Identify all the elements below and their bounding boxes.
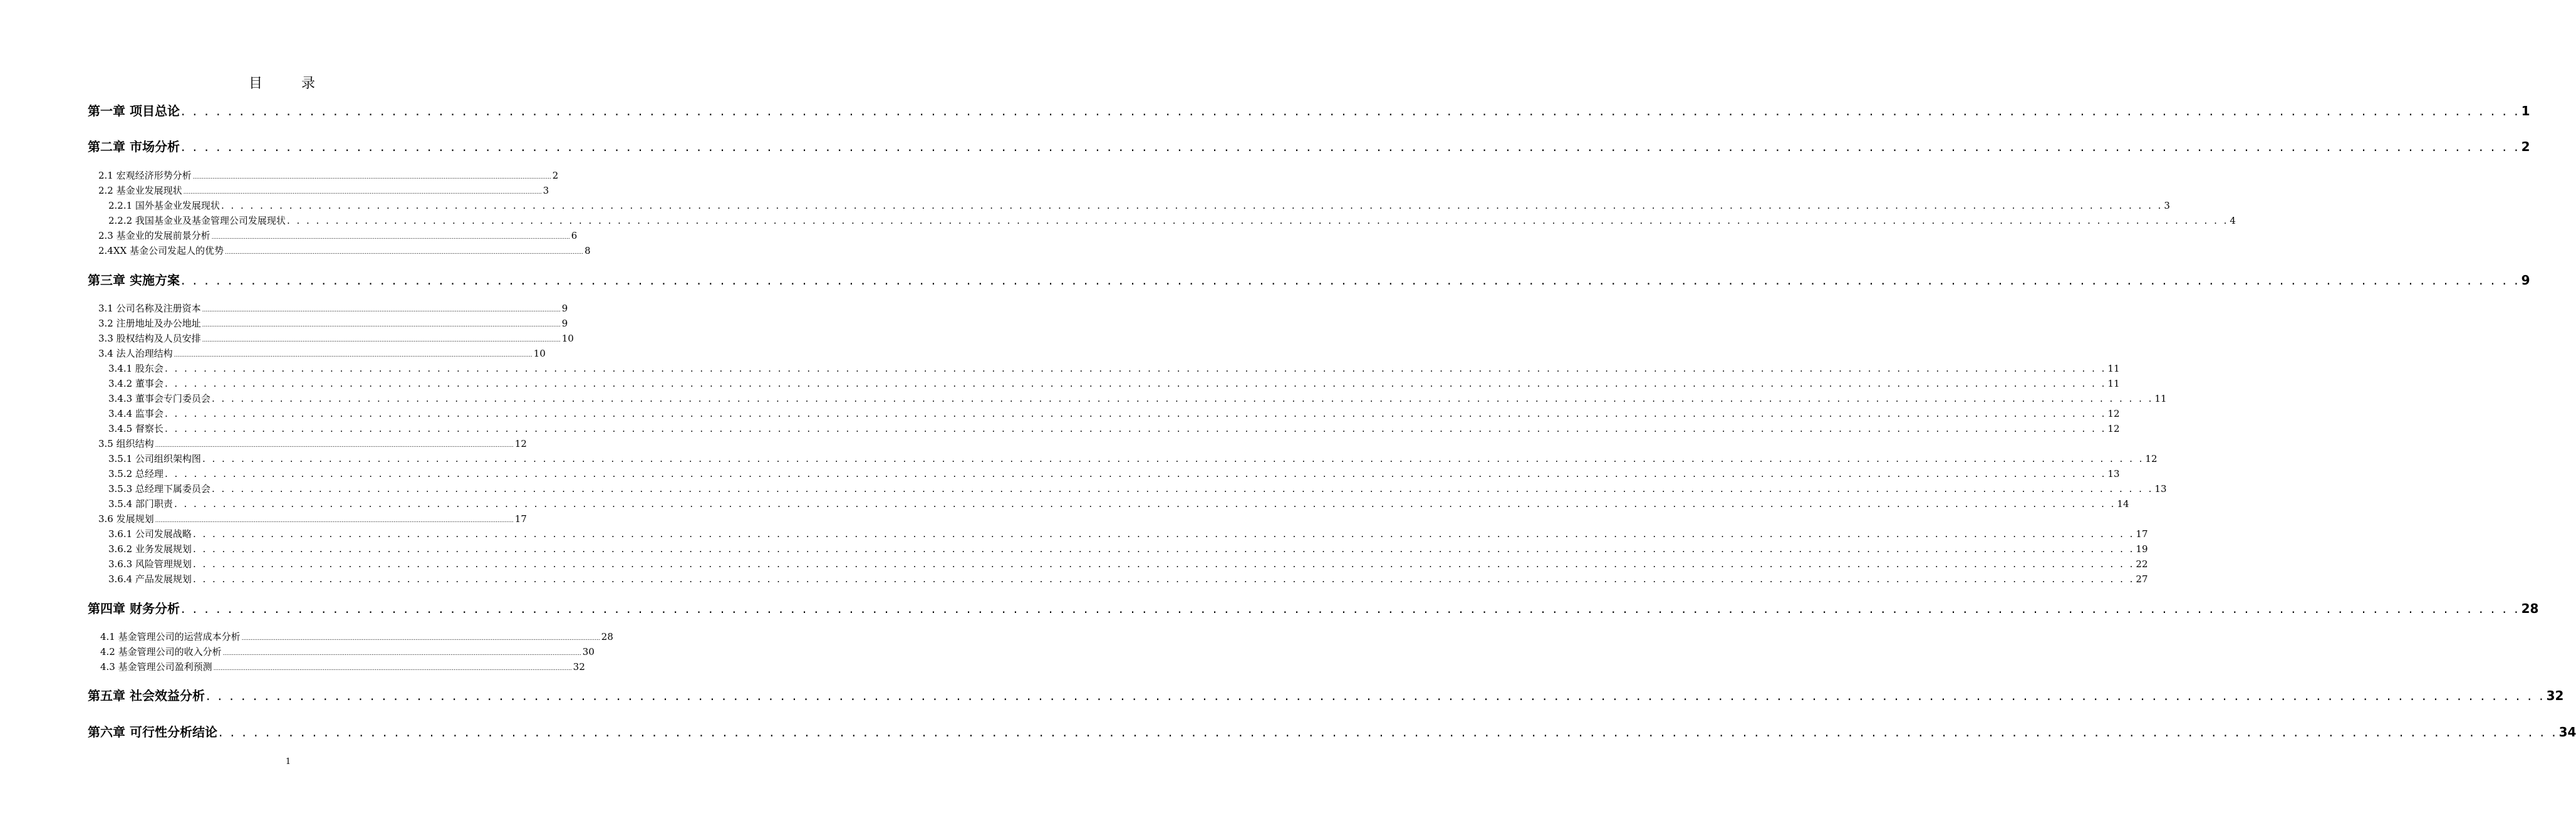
- toc-entry[interactable]: [88, 270, 2530, 289]
- toc-entry-page: 10: [533, 348, 546, 359]
- toc-entry[interactable]: [108, 497, 2129, 511]
- toc-entry[interactable]: [108, 377, 2120, 390]
- toc-entry[interactable]: [98, 332, 574, 345]
- toc-entry-label: 4.3 基金管理公司盈利预测: [100, 661, 212, 672]
- toc-entry-label: 第三章 实施方案: [88, 273, 180, 288]
- toc-entry-page: 30: [582, 646, 595, 657]
- toc-entry-label: 3.2 注册地址及办公地址: [98, 318, 201, 329]
- toc-entry[interactable]: [108, 214, 2236, 228]
- toc-entry-page: 17: [2136, 528, 2148, 540]
- toc-leader-dots: . . . . . . . . . . . . . . . . . . . . . . . . . . . . . . . . . . . . . . . . . . . . . . . . . . . . . . . . . . . . . . . . . . . . . . . . . . . . . . . . . . . . . . . . . . . . . . . . . . . . . . . . . . . . . . . . . . . . . . . . . . . . . . . . . . . . . . . . . . . . . . . . . . . . . . . . . . . . . . . . . . . . . . . . . . . . . . . . . . . . . . . . . . . . . . . . . . . . . . . .: [164, 423, 2107, 434]
- toc-leader-dots: ........................................................................................................................................................................................................: [183, 189, 542, 196]
- toc-entry[interactable]: [88, 722, 2576, 741]
- toc-entry-page: 9: [2521, 273, 2530, 288]
- toc-entry[interactable]: [88, 101, 2530, 120]
- toc-leader-dots: . . . . . . . . . . . . . . . . . . . . . . . . . . . . . . . . . . . . . . . . . . . . . . . . . . . . . . . . . . . . . . . . . . . . . . . . . . . . . . . . . . . . . . . . . . . . . . . . . . . . . . . . . . . . . . . . . . . . . . . . . . . . . . . . . . . . . . . . . . . . . . . . . . . . . . . . . . . . . . . . . . . . . . . . . . . . . . . . . . . . . . . . . . . . . . . . . . . . . . . .: [205, 688, 2545, 703]
- toc-entry-label: 3.4.3 董事会专门委员会: [108, 393, 210, 404]
- toc-leader-dots: . . . . . . . . . . . . . . . . . . . . . . . . . . . . . . . . . . . . . . . . . . . . . . . . . . . . . . . . . . . . . . . . . . . . . . . . . . . . . . . . . . . . . . . . . . . . . . . . . . . . . . . . . . . . . . . . . . . . . . . . . . . . . . . . . . . . . . . . . . . . . . . . . . . . . . . . . . . . . . . . . . . . . . . . . . . . . . . . . . . . . . . . . . . . . . . . . . . . . . . .: [180, 139, 2520, 154]
- toc-entry-page: 28: [2521, 601, 2539, 616]
- toc-entry[interactable]: [108, 199, 2170, 212]
- toc-entry-page: 32: [573, 661, 585, 672]
- toc-entry-label: 3.1 公司名称及注册资本: [98, 303, 201, 314]
- toc-entry-page: 2: [552, 170, 559, 181]
- toc-entry-page: 17: [514, 513, 527, 525]
- toc-entry[interactable]: [98, 512, 527, 526]
- toc-entry-page: 8: [584, 245, 591, 256]
- toc-leader-dots: . . . . . . . . . . . . . . . . . . . . . . . . . . . . . . . . . . . . . . . . . . . . . . . . . . . . . . . . . . . . . . . . . . . . . . . . . . . . . . . . . . . . . . . . . . . . . . . . . . . . . . . . . . . . . . . . . . . . . . . . . . . . . . . . . . . . . . . . . . . . . . . . . . . . . . . . . . . . . . . . . . . . . . . . . . . . . . . . . . . . . . . . . . . . . . . . . . . . . . . .: [211, 483, 2154, 494]
- toc-entry-label: 2.2 基金业发展现状: [98, 185, 182, 196]
- toc-entry-label: 3.4.1 股东会: [108, 363, 164, 374]
- toc-entry[interactable]: [100, 645, 595, 659]
- toc-leader-dots: . . . . . . . . . . . . . . . . . . . . . . . . . . . . . . . . . . . . . . . . . . . . . . . . . . . . . . . . . . . . . . . . . . . . . . . . . . . . . . . . . . . . . . . . . . . . . . . . . . . . . . . . . . . . . . . . . . . . . . . . . . . . . . . . . . . . . . . . . . . . . . . . . . . . . . . . . . . . . . . . . . . . . . . . . . . . . . . . . . . . . . . . . . . . . . . . . . . . . . . .: [286, 215, 2229, 226]
- toc-entry-label: 3.6.3 风险管理规划: [108, 558, 192, 570]
- toc-entry-page: 12: [2107, 408, 2120, 419]
- toc-entry[interactable]: [100, 660, 585, 674]
- toc-entry[interactable]: [88, 686, 2564, 704]
- toc-leader-dots: . . . . . . . . . . . . . . . . . . . . . . . . . . . . . . . . . . . . . . . . . . . . . . . . . . . . . . . . . . . . . . . . . . . . . . . . . . . . . . . . . . . . . . . . . . . . . . . . . . . . . . . . . . . . . . . . . . . . . . . . . . . . . . . . . . . . . . . . . . . . . . . . . . . . . . . . . . . . . . . . . . . . . . . . . . . . . . . . . . . . . . . . . . . . . . . . . . . . . . . .: [192, 573, 2135, 585]
- toc-entry-page: 11: [2107, 363, 2120, 374]
- toc-leader-dots: ........................................................................................................................................................................................................: [222, 651, 581, 657]
- toc-entry-page: 12: [2107, 423, 2120, 434]
- toc-leader-dots: . . . . . . . . . . . . . . . . . . . . . . . . . . . . . . . . . . . . . . . . . . . . . . . . . . . . . . . . . . . . . . . . . . . . . . . . . . . . . . . . . . . . . . . . . . . . . . . . . . . . . . . . . . . . . . . . . . . . . . . . . . . . . . . . . . . . . . . . . . . . . . . . . . . . . . . . . . . . . . . . . . . . . . . . . . . . . . . . . . . . . . . . . . . . . . . . . . . . . . . .: [164, 363, 2107, 374]
- toc-leader-dots: . . . . . . . . . . . . . . . . . . . . . . . . . . . . . . . . . . . . . . . . . . . . . . . . . . . . . . . . . . . . . . . . . . . . . . . . . . . . . . . . . . . . . . . . . . . . . . . . . . . . . . . . . . . . . . . . . . . . . . . . . . . . . . . . . . . . . . . . . . . . . . . . . . . . . . . . . . . . . . . . . . . . . . . . . . . . . . . . . . . . . . . . . . . . . . . . . . . . . . . .: [202, 453, 2144, 464]
- toc-entry[interactable]: [98, 437, 527, 451]
- toc-entry-label: 3.5.1 公司组织架构图: [108, 453, 201, 464]
- toc-leader-dots: . . . . . . . . . . . . . . . . . . . . . . . . . . . . . . . . . . . . . . . . . . . . . . . . . . . . . . . . . . . . . . . . . . . . . . . . . . . . . . . . . . . . . . . . . . . . . . . . . . . . . . . . . . . . . . . . . . . . . . . . . . . . . . . . . . . . . . . . . . . . . . . . . . . . . . . . . . . . . . . . . . . . . . . . . . . . . . . . . . . . . . . . . . . . . . . . . . . . . . . .: [164, 378, 2107, 389]
- toc-leader-dots: . . . . . . . . . . . . . . . . . . . . . . . . . . . . . . . . . . . . . . . . . . . . . . . . . . . . . . . . . . . . . . . . . . . . . . . . . . . . . . . . . . . . . . . . . . . . . . . . . . . . . . . . . . . . . . . . . . . . . . . . . . . . . . . . . . . . . . . . . . . . . . . . . . . . . . . . . . . . . . . . . . . . . . . . . . . . . . . . . . . . . . . . . . . . . . . . . . . . . . . .: [180, 103, 2520, 118]
- toc-leader-dots: ........................................................................................................................................................................................................: [155, 442, 514, 449]
- toc-entry-label: 3.6 发展规划: [98, 513, 154, 525]
- toc-entry-page: 12: [514, 438, 527, 449]
- toc-entry-page: 2: [2521, 139, 2530, 154]
- toc-leader-dots: . . . . . . . . . . . . . . . . . . . . . . . . . . . . . . . . . . . . . . . . . . . . . . . . . . . . . . . . . . . . . . . . . . . . . . . . . . . . . . . . . . . . . . . . . . . . . . . . . . . . . . . . . . . . . . . . . . . . . . . . . . . . . . . . . . . . . . . . . . . . . . . . . . . . . . . . . . . . . . . . . . . . . . . . . . . . . . . . . . . . . . . . . . . . . . . . . . . . . . . .: [164, 408, 2107, 419]
- toc-entry[interactable]: [108, 407, 2120, 421]
- toc-entry-label: 3.5.4 部门职责: [108, 498, 173, 510]
- toc-entry[interactable]: [98, 301, 568, 315]
- toc-entry-page: 28: [601, 631, 613, 642]
- toc-leader-dots: . . . . . . . . . . . . . . . . . . . . . . . . . . . . . . . . . . . . . . . . . . . . . . . . . . . . . . . . . . . . . . . . . . . . . . . . . . . . . . . . . . . . . . . . . . . . . . . . . . . . . . . . . . . . . . . . . . . . . . . . . . . . . . . . . . . . . . . . . . . . . . . . . . . . . . . . . . . . . . . . . . . . . . . . . . . . . . . . . . . . . . . . . . . . . . . . . . . . . . . .: [192, 558, 2135, 570]
- toc-leader-dots: . . . . . . . . . . . . . . . . . . . . . . . . . . . . . . . . . . . . . . . . . . . . . . . . . . . . . . . . . . . . . . . . . . . . . . . . . . . . . . . . . . . . . . . . . . . . . . . . . . . . . . . . . . . . . . . . . . . . . . . . . . . . . . . . . . . . . . . . . . . . . . . . . . . . . . . . . . . . . . . . . . . . . . . . . . . . . . . . . . . . . . . . . . . . . . . . . . . . . . . .: [164, 468, 2107, 479]
- toc-entry-label: 4.2 基金管理公司的收入分析: [100, 646, 222, 657]
- toc-entry-label: 2.4XX 基金公司发起人的优势: [98, 245, 224, 256]
- toc-entry-label: 2.3 基金业的发展前景分析: [98, 230, 210, 241]
- page-number: 1: [285, 757, 291, 766]
- toc-entry-page: 32: [2546, 688, 2564, 703]
- toc-entry-page: 3: [2164, 200, 2170, 211]
- toc-title: 目 录: [248, 76, 328, 92]
- toc-entry-label: 3.5.3 总经理下属委员会: [108, 483, 210, 494]
- toc-entry-page: 27: [2136, 573, 2148, 585]
- toc-entry-label: 3.5 组织结构: [98, 438, 154, 449]
- toc-entry-page: 4: [2230, 215, 2236, 226]
- toc-entry[interactable]: [98, 229, 578, 243]
- toc-leader-dots: . . . . . . . . . . . . . . . . . . . . . . . . . . . . . . . . . . . . . . . . . . . . . . . . . . . . . . . . . . . . . . . . . . . . . . . . . . . . . . . . . . . . . . . . . . . . . . . . . . . . . . . . . . . . . . . . . . . . . . . . . . . . . . . . . . . . . . . . . . . . . . . . . . . . . . . . . . . . . . . . . . . . . . . . . . . . . . . . . . . . . . . . . . . . . . . . . . . . . . . .: [180, 273, 2520, 288]
- toc-leader-dots: ........................................................................................................................................................................................................: [202, 322, 561, 328]
- toc-leader-dots: ........................................................................................................................................................................................................: [224, 249, 584, 256]
- toc-entry-label: 第一章 项目总论: [88, 103, 180, 118]
- toc-leader-dots: ........................................................................................................................................................................................................: [155, 518, 514, 524]
- toc-leader-dots: . . . . . . . . . . . . . . . . . . . . . . . . . . . . . . . . . . . . . . . . . . . . . . . . . . . . . . . . . . . . . . . . . . . . . . . . . . . . . . . . . . . . . . . . . . . . . . . . . . . . . . . . . . . . . . . . . . . . . . . . . . . . . . . . . . . . . . . . . . . . . . . . . . . . . . . . . . . . . . . . . . . . . . . . . . . . . . . . . . . . . . . . . . . . . . . . . . . . . . . .: [211, 393, 2154, 404]
- toc-leader-dots: ........................................................................................................................................................................................................: [202, 307, 561, 313]
- toc-entry-label: 第四章 财务分析: [88, 601, 180, 616]
- toc-leader-dots: ........................................................................................................................................................................................................: [174, 352, 532, 358]
- toc-entry[interactable]: [108, 572, 2148, 586]
- toc-entry-page: 13: [2154, 483, 2167, 494]
- toc-entry[interactable]: [108, 452, 2158, 466]
- toc-entry[interactable]: [98, 347, 546, 360]
- toc-entry-page: 19: [2136, 543, 2148, 555]
- toc-entry-page: 14: [2117, 498, 2129, 510]
- toc-leader-dots: ........................................................................................................................................................................................................: [213, 666, 572, 672]
- toc-entry[interactable]: [108, 527, 2148, 541]
- toc-leader-dots: ........................................................................................................................................................................................................: [211, 234, 570, 241]
- toc-leader-dots: . . . . . . . . . . . . . . . . . . . . . . . . . . . . . . . . . . . . . . . . . . . . . . . . . . . . . . . . . . . . . . . . . . . . . . . . . . . . . . . . . . . . . . . . . . . . . . . . . . . . . . . . . . . . . . . . . . . . . . . . . . . . . . . . . . . . . . . . . . . . . . . . . . . . . . . . . . . . . . . . . . . . . . . . . . . . . . . . . . . . . . . . . . . . . . . . . . . . . . . .: [180, 601, 2520, 616]
- toc-entry-label: 3.6.4 产品发展规划: [108, 573, 192, 585]
- toc-entry-page: 9: [561, 318, 568, 329]
- toc-entry[interactable]: [108, 422, 2120, 436]
- toc-entry-label: 第六章 可行性分析结论: [88, 724, 217, 740]
- toc-leader-dots: . . . . . . . . . . . . . . . . . . . . . . . . . . . . . . . . . . . . . . . . . . . . . . . . . . . . . . . . . . . . . . . . . . . . . . . . . . . . . . . . . . . . . . . . . . . . . . . . . . . . . . . . . . . . . . . . . . . . . . . . . . . . . . . . . . . . . . . . . . . . . . . . . . . . . . . . . . . . . . . . . . . . . . . . . . . . . . . . . . . . . . . . . . . . . . . . . . . . . . . .: [174, 498, 2116, 510]
- toc-entry[interactable]: [108, 467, 2120, 481]
- toc-entry[interactable]: [88, 137, 2530, 155]
- toc-entry-label: 4.1 基金管理公司的运营成本分析: [100, 631, 241, 642]
- toc-entry-page: 34: [2558, 724, 2576, 740]
- toc-leader-dots: ........................................................................................................................................................................................................: [192, 174, 551, 180]
- toc-entry[interactable]: [100, 630, 613, 644]
- toc-entry[interactable]: [108, 557, 2148, 571]
- toc-entry-label: 3.6.1 公司发展战略: [108, 528, 192, 540]
- toc-entry-page: 9: [561, 303, 568, 314]
- toc-entry-label: 第二章 市场分析: [88, 139, 180, 154]
- toc-entry-label: 2.1 宏观经济形势分析: [98, 170, 192, 181]
- toc-entry-label: 3.3 股权结构及人员安排: [98, 333, 201, 344]
- toc-entry-page: 1: [2521, 103, 2530, 118]
- toc-entry-label: 3.4.5 督察长: [108, 423, 164, 434]
- toc-entry[interactable]: [88, 599, 2539, 617]
- toc-entry-label: 3.4.4 监事会: [108, 408, 164, 419]
- toc-entry[interactable]: [98, 184, 549, 197]
- toc-entry-page: 13: [2107, 468, 2120, 479]
- toc-leader-dots: . . . . . . . . . . . . . . . . . . . . . . . . . . . . . . . . . . . . . . . . . . . . . . . . . . . . . . . . . . . . . . . . . . . . . . . . . . . . . . . . . . . . . . . . . . . . . . . . . . . . . . . . . . . . . . . . . . . . . . . . . . . . . . . . . . . . . . . . . . . . . . . . . . . . . . . . . . . . . . . . . . . . . . . . . . . . . . . . . . . . . . . . . . . . . . . . . . . . . . . .: [221, 200, 2163, 211]
- toc-leader-dots: . . . . . . . . . . . . . . . . . . . . . . . . . . . . . . . . . . . . . . . . . . . . . . . . . . . . . . . . . . . . . . . . . . . . . . . . . . . . . . . . . . . . . . . . . . . . . . . . . . . . . . . . . . . . . . . . . . . . . . . . . . . . . . . . . . . . . . . . . . . . . . . . . . . . . . . . . . . . . . . . . . . . . . . . . . . . . . . . . . . . . . . . . . . . . . . . . . . . . . . .: [192, 543, 2135, 555]
- toc-entry-page: 6: [571, 230, 578, 241]
- toc-entry-page: 12: [2145, 453, 2158, 464]
- toc-entry-page: 10: [561, 333, 574, 344]
- toc-leader-dots: ........................................................................................................................................................................................................: [202, 337, 561, 343]
- toc-entry-label: 3.4 法人治理结构: [98, 348, 173, 359]
- toc-entry-label: 2.2.2 我国基金业及基金管理公司发展现状: [108, 215, 286, 226]
- toc-leader-dots: ........................................................................................................................................................................................................: [241, 636, 600, 642]
- toc-leader-dots: . . . . . . . . . . . . . . . . . . . . . . . . . . . . . . . . . . . . . . . . . . . . . . . . . . . . . . . . . . . . . . . . . . . . . . . . . . . . . . . . . . . . . . . . . . . . . . . . . . . . . . . . . . . . . . . . . . . . . . . . . . . . . . . . . . . . . . . . . . . . . . . . . . . . . . . . . . . . . . . . . . . . . . . . . . . . . . . . . . . . . . . . . . . . . . . . . . . . . . . .: [218, 724, 2558, 740]
- toc-entry-page: 11: [2107, 378, 2120, 389]
- toc-entry[interactable]: [98, 244, 591, 258]
- toc-leader-dots: . . . . . . . . . . . . . . . . . . . . . . . . . . . . . . . . . . . . . . . . . . . . . . . . . . . . . . . . . . . . . . . . . . . . . . . . . . . . . . . . . . . . . . . . . . . . . . . . . . . . . . . . . . . . . . . . . . . . . . . . . . . . . . . . . . . . . . . . . . . . . . . . . . . . . . . . . . . . . . . . . . . . . . . . . . . . . . . . . . . . . . . . . . . . . . . . . . . . . . . .: [192, 528, 2135, 540]
- toc-entry-page: 22: [2136, 558, 2148, 570]
- toc-entry-page: 3: [543, 185, 549, 196]
- toc-entry-label: 3.4.2 董事会: [108, 378, 164, 389]
- toc-entry-label: 第五章 社会效益分析: [88, 688, 205, 703]
- toc-entry[interactable]: [108, 392, 2167, 405]
- toc-entry-page: 11: [2154, 393, 2167, 404]
- toc-entry[interactable]: [98, 316, 568, 330]
- toc-entry-label: 2.2.1 国外基金业发展现状: [108, 200, 220, 211]
- toc-entry[interactable]: [108, 542, 2148, 556]
- toc-entry[interactable]: [98, 169, 559, 182]
- toc-entry[interactable]: [108, 362, 2120, 375]
- toc-entry-label: 3.5.2 总经理: [108, 468, 164, 479]
- toc-entry-label: 3.6.2 业务发展规划: [108, 543, 192, 555]
- toc-entry[interactable]: [108, 482, 2167, 496]
